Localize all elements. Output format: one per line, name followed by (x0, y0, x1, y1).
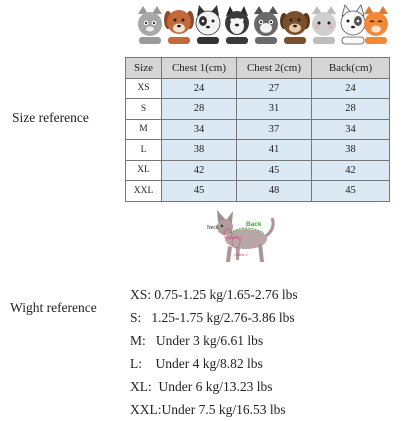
back-cell: 24 (312, 78, 390, 99)
chest-1-cell: 34 (162, 119, 237, 140)
table-row (126, 99, 390, 120)
chest-2-cell: 31 (237, 99, 312, 120)
back-cell: 34 (312, 119, 390, 140)
table-row (126, 160, 390, 181)
size-reference-label: Size reference (12, 110, 89, 125)
size-cell: L (126, 140, 162, 161)
size-chart-table (125, 57, 390, 202)
size-cell: XS (126, 78, 162, 99)
chest-1-cell: 38 (162, 140, 237, 161)
size-cell: M (126, 119, 162, 140)
header-chest-1: Chest 1(cm) (162, 58, 237, 79)
chest-1-label: Chest 1 (228, 235, 242, 240)
cat-measurement-diagram (206, 206, 278, 268)
cat-icon (312, 6, 336, 44)
back-cell: 38 (312, 140, 390, 161)
chest-2-label: Chest 2 (234, 252, 248, 257)
size-cell: S (126, 99, 162, 120)
table-row (126, 140, 390, 161)
table-header-row (126, 58, 390, 79)
chest-2-cell: 41 (237, 140, 312, 161)
dog-icon (280, 11, 310, 44)
header-back: Back(cm) (312, 58, 390, 79)
chest-1-cell: 45 (162, 181, 237, 202)
back-label: Back (246, 221, 262, 228)
weight-line-l: L: Under 4 kg/8.82 lbs (130, 356, 263, 371)
cartoon-pets-banner (135, 4, 391, 46)
dog-icon (225, 6, 249, 44)
dog-icon (196, 5, 220, 44)
weight-line-xxl: XXL:Under 7.5 kg/16.53 lbs (130, 402, 286, 417)
chest-1-cell: 24 (162, 78, 237, 99)
cat-icon (254, 6, 278, 44)
weight-line-m: M: Under 3 kg/6.61 lbs (130, 333, 264, 348)
size-cell: XL (126, 160, 162, 181)
dog-icon (164, 10, 194, 44)
weight-line-xl: XL: Under 6 kg/13.23 lbs (130, 379, 273, 394)
header-size: Size (126, 58, 162, 79)
cat-icon (138, 6, 162, 44)
table-row (126, 181, 390, 202)
weight-line-xs: XS: 0.75-1.25 kg/1.65-2.76 lbs (130, 287, 298, 302)
back-cell: 42 (312, 160, 390, 181)
weight-list (130, 283, 298, 421)
dog-icon (341, 5, 365, 44)
header-chest-2: Chest 2(cm) (237, 58, 312, 79)
size-cell: XXL (126, 181, 162, 202)
chest-2-cell: 37 (237, 119, 312, 140)
neck-label: Neck (207, 225, 219, 231)
cat-icon (364, 6, 388, 44)
chest-1-cell: 28 (162, 99, 237, 120)
back-cell: 45 (312, 181, 390, 202)
weight-reference-label: Wight reference (10, 300, 97, 315)
chest-2-cell: 27 (237, 78, 312, 99)
table-row (126, 119, 390, 140)
chest-2-cell: 45 (237, 160, 312, 181)
back-cell: 28 (312, 99, 390, 120)
chest-2-cell: 48 (237, 181, 312, 202)
table-row (126, 78, 390, 99)
weight-line-s: S: 1.25-1.75 kg/2.76-3.86 lbs (130, 310, 295, 325)
chest-1-cell: 42 (162, 160, 237, 181)
